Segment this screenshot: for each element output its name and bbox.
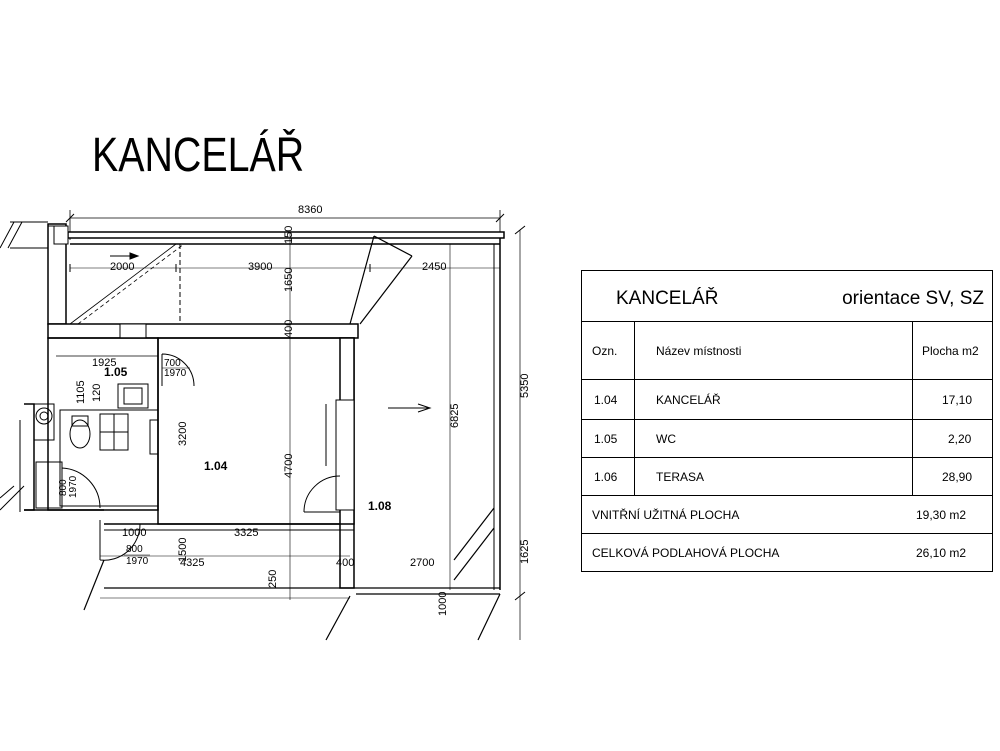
door-3-width: 800 <box>126 544 143 555</box>
dim-bottom-2700: 2700 <box>410 557 435 569</box>
dim-bottom-1000: 1000 <box>122 527 147 539</box>
page-title: KANCELÁŘ <box>92 129 305 182</box>
dim-bottom-4325: 4325 <box>180 557 205 569</box>
dim-overall-width: 8360 <box>298 204 323 216</box>
row-area: 2,20 <box>948 432 972 446</box>
dim-bottom-3325: 3325 <box>234 527 259 539</box>
dim-1500: 1500 <box>177 537 189 562</box>
header-code: Ozn. <box>592 344 618 358</box>
door-2-width: 800 <box>58 479 69 496</box>
room-label-1-04: 1.04 <box>204 459 228 473</box>
table-header-row <box>582 321 992 380</box>
room-label-1-05: 1.05 <box>104 365 128 379</box>
row-name: KANCELÁŘ <box>656 393 721 407</box>
dim-top-right: 2450 <box>422 261 447 273</box>
room-area-table <box>581 270 993 572</box>
dim-4700: 4700 <box>283 453 295 478</box>
table-row <box>582 457 992 496</box>
summary-label: CELKOVÁ PODLAHOVÁ PLOCHA <box>592 546 780 560</box>
room-label-1-08: 1.08 <box>368 499 392 513</box>
door-2-height: 1970 <box>68 475 79 498</box>
dim-250: 250 <box>267 569 279 588</box>
dim-5350: 5350 <box>519 373 531 398</box>
dim-3200: 3200 <box>177 421 189 446</box>
header-name: Název místnosti <box>656 344 742 358</box>
row-code: 1.04 <box>594 393 618 407</box>
table-row <box>582 419 992 458</box>
door-3-height: 1970 <box>126 556 149 567</box>
dim-bottom-400: 400 <box>336 557 355 569</box>
table-title: KANCELÁŘ <box>616 288 719 309</box>
row-name: WC <box>656 432 676 446</box>
summary-row <box>582 533 992 572</box>
row-area: 17,10 <box>942 393 973 407</box>
summary-label: VNITŘNÍ UŽITNÁ PLOCHA <box>592 508 740 522</box>
dim-150: 150 <box>283 225 295 244</box>
header-area: Plocha m2 <box>922 344 979 358</box>
dim-6825: 6825 <box>449 403 461 428</box>
dim-1650: 1650 <box>283 267 295 292</box>
summary-row <box>582 495 992 534</box>
summary-value: 19,30 m2 <box>916 508 967 522</box>
dim-1625: 1625 <box>519 539 531 564</box>
table-row <box>582 379 992 420</box>
row-area: 28,90 <box>942 470 973 484</box>
row-code: 1.06 <box>594 470 618 484</box>
door-1-width: 700 <box>164 358 181 369</box>
dim-120: 120 <box>91 383 103 402</box>
row-code: 1.05 <box>594 432 618 446</box>
table-orientation: orientace SV, SZ <box>842 288 984 309</box>
door-1-height: 1970 <box>164 368 187 379</box>
dim-top-left: 2000 <box>110 261 135 273</box>
dim-1105: 1105 <box>75 380 87 404</box>
dim-400: 400 <box>283 319 295 338</box>
dim-top-mid: 3900 <box>248 261 273 273</box>
row-name: TERASA <box>656 470 705 484</box>
summary-value: 26,10 m2 <box>916 546 967 560</box>
dim-1000: 1000 <box>437 591 449 616</box>
dim-wc-width: 1925 <box>92 357 117 369</box>
